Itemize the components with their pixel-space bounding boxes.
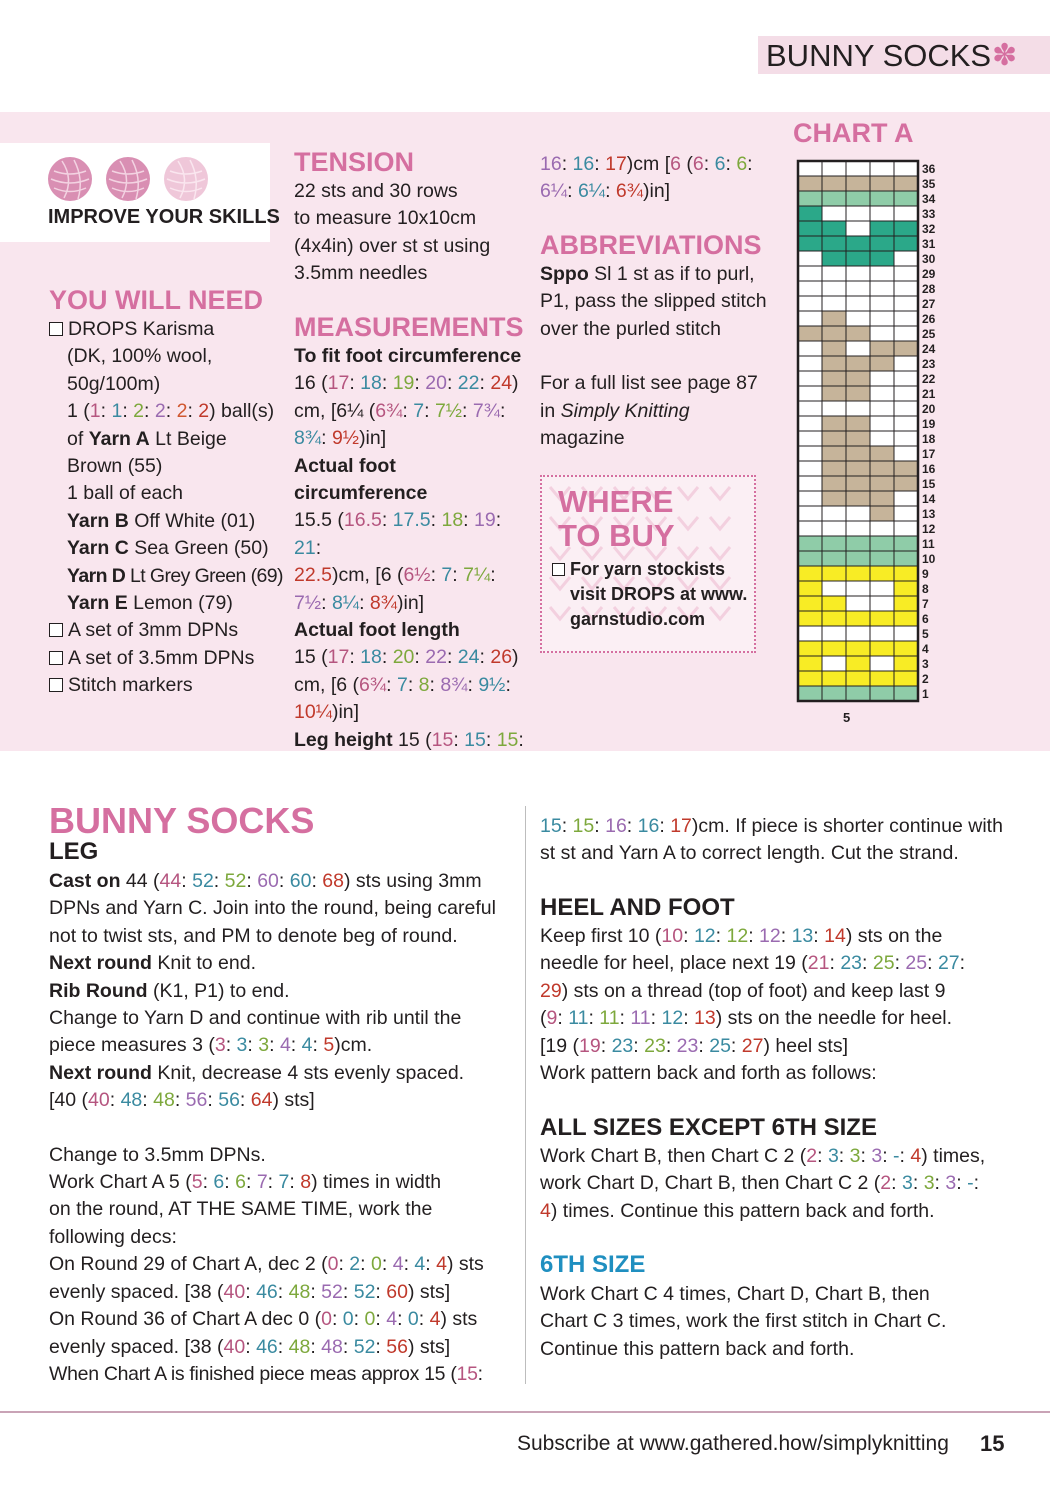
chart-repeat-label: 5: [843, 710, 851, 725]
chart-cell: [846, 266, 870, 281]
skills-label: IMPROVE YOUR SKILLS: [48, 206, 280, 228]
chart-cell: [846, 431, 870, 446]
row-number: 14: [922, 492, 936, 506]
chart-cell: [798, 371, 822, 386]
yarn-ball-icon: [164, 157, 208, 201]
yarn-ball-icon: [48, 157, 92, 201]
tension-text: 22 sts and 30 rows to measure 10x10cm (4x4in) over st st using 3.5mm needles: [294, 180, 491, 285]
chart-cell: [798, 566, 822, 581]
chart-cell: [798, 611, 822, 626]
chart-cell: [846, 236, 870, 251]
chart-cell: [846, 581, 870, 596]
chart-cell: [846, 311, 870, 326]
row-number: 28: [922, 282, 936, 296]
chart-cell: [798, 581, 822, 596]
chart-cell: [870, 596, 894, 611]
row-number: 17: [922, 447, 936, 461]
chart-cell: [870, 326, 894, 341]
chart-cell: [870, 281, 894, 296]
chart-cell: [798, 671, 822, 686]
chart-cell: [894, 401, 918, 416]
chart-cell: [798, 446, 822, 461]
page-title: BUNNY SOCKS: [766, 38, 992, 73]
chart-cell: [822, 326, 846, 341]
sixth-size-heading: 6TH SIZE: [540, 1251, 646, 1278]
chart-cell: [846, 206, 870, 221]
chart-cell: [798, 506, 822, 521]
chart-cell: [870, 551, 894, 566]
row-number: 33: [922, 207, 936, 221]
chart-cell: [846, 671, 870, 686]
chart-cell: [870, 251, 894, 266]
leg-instructions-cont: 15: 15: 16: 16: 17)cm. If piece is shorter continue with st st and Yarn A to correct length. Cut the strand.: [540, 815, 1003, 865]
chart-cell: [894, 416, 918, 431]
all-sizes-heading: ALL SIZES EXCEPT 6TH SIZE: [540, 1114, 877, 1141]
checkbox-icon: [49, 623, 63, 637]
chart-cell: [822, 191, 846, 206]
column-divider: [525, 806, 526, 1384]
flower-icon: ✽: [992, 39, 1018, 72]
chart-cell: [870, 581, 894, 596]
chart-cell: [870, 671, 894, 686]
chart-cell: [870, 566, 894, 581]
chart-cell: [894, 656, 918, 671]
chart-cell: [798, 341, 822, 356]
row-number: 12: [922, 522, 936, 536]
chart-cell: [798, 281, 822, 296]
chart-cell: [822, 656, 846, 671]
row-number: 31: [922, 237, 936, 251]
chart-cell: [822, 566, 846, 581]
chart-cell: [894, 221, 918, 236]
chart-cell: [894, 236, 918, 251]
chart-cell: [822, 521, 846, 536]
chart-cell: [822, 671, 846, 686]
chart-cell: [846, 536, 870, 551]
chart-cell: [894, 581, 918, 596]
chart-cell: [798, 161, 822, 176]
checkbox-icon: [49, 678, 63, 692]
chart-cell: [798, 461, 822, 476]
chart-cell: [870, 476, 894, 491]
row-number: 3: [922, 657, 929, 671]
chart-cell: [798, 206, 822, 221]
chart-cell: [822, 206, 846, 221]
chart-cell: [846, 386, 870, 401]
chart-cell: [870, 506, 894, 521]
chart-cell: [870, 266, 894, 281]
row-number: 29: [922, 267, 936, 281]
chart-cell: [894, 611, 918, 626]
chart-cell: [822, 401, 846, 416]
chart-cell: [846, 251, 870, 266]
row-number: 16: [922, 462, 936, 476]
chart-cell: [894, 641, 918, 656]
chart-cell: [822, 626, 846, 641]
row-number: 20: [922, 402, 936, 416]
chart-cell: [798, 596, 822, 611]
chart-cell: [798, 416, 822, 431]
chart-cell: [822, 386, 846, 401]
you-will-need-heading: YOU WILL NEED: [49, 285, 264, 315]
chart-cell: [870, 206, 894, 221]
chart-cell: [894, 626, 918, 641]
chart-cell: [822, 461, 846, 476]
chart-cell: [894, 461, 918, 476]
chart-title: CHART A: [793, 118, 914, 148]
chart-cell: [846, 356, 870, 371]
chart-cell: [822, 686, 846, 701]
chart-cell: [846, 506, 870, 521]
chart-cell: [870, 386, 894, 401]
row-number: 18: [922, 432, 936, 446]
chart-cell: [846, 596, 870, 611]
chart-cell: [870, 491, 894, 506]
pattern-title: BUNNY SOCKS: [49, 800, 315, 841]
row-number: 6: [922, 612, 929, 626]
row-number: 36: [922, 162, 936, 176]
chart-cell: [822, 476, 846, 491]
chart-cell: [798, 536, 822, 551]
chart-cell: [846, 341, 870, 356]
chart-cell: [894, 521, 918, 536]
measurements-text: To fit foot circumference 16 (17: 18: 19: 20: 22: 24) cm, [6¼ (6¾: 7: 7½: 7¾: 8¾: 9½)in] Actual foot circumference 15.5 (16.5: 17.5: 18: 19: 21: 22.5)cm, [6 (6½: 7: 7¼: 7½: 8¼: 8¾)in] Actual foot length 15 (17: 18: 20: 22: 24: 26) cm, [6 (6¾: 7: 8: 8¾: 9½: 10¼)in] Leg height 15 (15: 15: 15:: [294, 345, 524, 751]
chart-cell: [870, 371, 894, 386]
chart-cell: [822, 176, 846, 191]
chart-cell: [846, 461, 870, 476]
row-number: 9: [922, 567, 929, 581]
abbreviations-heading: ABBREVIATIONS: [540, 230, 762, 260]
leg-heading: LEG: [49, 838, 99, 865]
chart-cell: [822, 371, 846, 386]
chart-cell: [894, 491, 918, 506]
chart-cell: [822, 296, 846, 311]
chart-cell: [846, 626, 870, 641]
row-number: 2: [922, 672, 929, 686]
chart-cell: [846, 566, 870, 581]
chart-cell: [870, 311, 894, 326]
chart-cell: [894, 176, 918, 191]
chart-cell: [798, 491, 822, 506]
chart-cell: [870, 641, 894, 656]
tension-heading: TENSION: [294, 147, 415, 177]
chart-cell: [894, 371, 918, 386]
chart-cell: [870, 611, 894, 626]
row-number: 27: [922, 297, 936, 311]
chart-cell: [846, 221, 870, 236]
chart-cell: [822, 281, 846, 296]
chart-cell: [846, 191, 870, 206]
row-number: 22: [922, 372, 936, 386]
abbreviations-text: Sppo Sl 1 st as if to purl, P1, pass the slipped stitch over the purled stitch For a full list see page 87 in Simply Knitting magazine: [540, 263, 767, 450]
row-number: 32: [922, 222, 936, 236]
chart-cell: [846, 161, 870, 176]
chart-cell: [822, 161, 846, 176]
chart-cell: [894, 536, 918, 551]
chart-cell: [894, 296, 918, 311]
chart-cell: [870, 686, 894, 701]
row-number: 24: [922, 342, 936, 356]
checkbox-icon: [49, 651, 63, 665]
chart-cell: [894, 551, 918, 566]
chart-cell: [798, 251, 822, 266]
chart-cell: [870, 191, 894, 206]
row-number: 11: [922, 537, 935, 551]
chart-cell: [798, 641, 822, 656]
yarn-ball-icon: [106, 157, 150, 201]
chart-cell: [822, 596, 846, 611]
chart-cell: [798, 686, 822, 701]
chart-cell: [822, 551, 846, 566]
row-number: 19: [922, 417, 936, 431]
chart-cell: [894, 506, 918, 521]
chart-cell: [894, 476, 918, 491]
chart-cell: [846, 401, 870, 416]
chart-cell: [822, 431, 846, 446]
chart-cell: [894, 431, 918, 446]
chart-cell: [846, 476, 870, 491]
chart-cell: [870, 536, 894, 551]
chart-cell: [822, 266, 846, 281]
chart-cell: [870, 656, 894, 671]
chart-cell: [798, 386, 822, 401]
you-will-need-list: DROPS Karisma (DK, 100% wool, 50g/100m) 1 (1: 1: 2: 2: 2: 2) ball(s) of Yarn A Lt Beige Brown (55) 1 ball of each Yarn B Off White (01) Yarn C Sea Green (50) Yarn D Lt Grey Green (69) Yarn E Lemon (79) A set of 3mm DPNs A set of 3.5mm DPNs Stitch markers: [49, 316, 289, 700]
chart-cell: [846, 281, 870, 296]
chart-cell: [822, 416, 846, 431]
row-number: 15: [922, 477, 936, 491]
chart-cell: [870, 176, 894, 191]
chart-cell: [846, 446, 870, 461]
chart-cell: [798, 191, 822, 206]
chart-cell: [894, 161, 918, 176]
footer-divider: [0, 1411, 1050, 1413]
chart-cell: [822, 536, 846, 551]
chart-cell: [822, 341, 846, 356]
chart-cell: [894, 686, 918, 701]
chart-cell: [894, 206, 918, 221]
checkbox-icon: [49, 322, 63, 336]
chart-cell: [870, 401, 894, 416]
row-number: 34: [922, 192, 936, 206]
chart-cell: [798, 626, 822, 641]
row-number: 1: [922, 687, 929, 701]
chart-cell: [798, 236, 822, 251]
row-number: 23: [922, 357, 936, 371]
chart-cell: [894, 596, 918, 611]
chart-a-grid: [790, 155, 950, 730]
chart-cell: [894, 341, 918, 356]
subscribe-link[interactable]: Subscribe at www.gathered.how/simplyknitting: [517, 1432, 949, 1455]
chart-cell: [894, 311, 918, 326]
chart-cell: [846, 491, 870, 506]
chart-cell: [822, 506, 846, 521]
chart-cell: [846, 641, 870, 656]
chart-cell: [894, 281, 918, 296]
chart-cell: [822, 446, 846, 461]
chart-cell: [870, 521, 894, 536]
checkbox-icon: [552, 563, 565, 576]
chart-cell: [822, 251, 846, 266]
chart-cell: [822, 311, 846, 326]
chart-cell: [798, 296, 822, 311]
chart-cell: [798, 521, 822, 536]
chart-cell: [798, 326, 822, 341]
chart-cell: [822, 221, 846, 236]
chart-cell: [846, 656, 870, 671]
chart-cell: [846, 611, 870, 626]
measurements-heading: MEASUREMENTS: [294, 312, 524, 342]
all-sizes-instructions: Work Chart B, then Chart C 2 (2: 3: 3: 3: -: 4) times, work Chart D, Chart B, then Chart C 2 (2: 3: 3: 3: -: 4) times. Continue this pattern back and forth.: [540, 1145, 986, 1222]
row-number: 5: [922, 627, 929, 641]
chart-cell: [894, 566, 918, 581]
chart-cell: [846, 551, 870, 566]
chart-cell: [870, 236, 894, 251]
chart-cell: [798, 401, 822, 416]
row-number: 13: [922, 507, 936, 521]
chart-cell: [798, 311, 822, 326]
chart-cell: [846, 326, 870, 341]
chart-cell: [870, 356, 894, 371]
chart-cell: [798, 356, 822, 371]
chart-cell: [894, 266, 918, 281]
chart-cell: [894, 356, 918, 371]
chart-cell: [894, 191, 918, 206]
chart-cell: [870, 446, 894, 461]
where-to-buy-text: For yarn stockists visit DROPS at www. garnstudio.com: [552, 557, 747, 632]
chart-cell: [846, 371, 870, 386]
heel-instructions: Keep first 10 (10: 12: 12: 12: 13: 14) sts on the needle for heel, place next 19 (21: 23: 25: 25: 27: 29) sts on a thread (top of foot) and keep last 9 (9: 11: 11: 11: 12: 13) sts on the needle for heel. [19 (19: 23: 23: 23: 25: 27) heel sts] Work pattern back and forth as follows:: [540, 925, 966, 1085]
chart-cell: [822, 641, 846, 656]
chart-cell: [822, 581, 846, 596]
chart-cell: [822, 491, 846, 506]
chart-cell: [846, 296, 870, 311]
chart-cell: [870, 626, 894, 641]
row-number: 10: [922, 552, 936, 566]
row-number: 8: [922, 582, 929, 596]
chart-cell: [822, 236, 846, 251]
chart-cell: [894, 671, 918, 686]
chart-cell: [870, 221, 894, 236]
chart-cell: [870, 416, 894, 431]
sixth-size-instructions: Work Chart C 4 times, Chart D, Chart B, then Chart C 3 times, work the first stitch in Chart C. Continue this pattern back and forth.: [540, 1283, 947, 1360]
chart-cell: [798, 656, 822, 671]
chart-cell: [870, 296, 894, 311]
row-number: 26: [922, 312, 936, 326]
chart-cell: [846, 521, 870, 536]
row-number: 4: [922, 642, 929, 656]
chart-cell: [798, 176, 822, 191]
row-number: 25: [922, 327, 936, 341]
chart-cell: [798, 266, 822, 281]
chart-cell: [798, 431, 822, 446]
chart-cell: [870, 461, 894, 476]
chart-cell: [822, 611, 846, 626]
heel-heading: HEEL AND FOOT: [540, 894, 735, 921]
chart-cell: [846, 176, 870, 191]
chart-cell: [870, 161, 894, 176]
chart-cell: [894, 386, 918, 401]
leg-instructions: Cast on 44 (44: 52: 52: 60: 60: 68) sts using 3mm DPNs and Yarn C. Join into the round, being careful not to twist sts, and PM to denote beg of round. Next round Knit to end. Rib Round (K1, P1) to end. Change to Yarn D and continue with rib until the piece measures 3 (3: 3: 3: 4: 4: 5)cm. Next round Knit, decrease 4 sts evenly spaced. [40 (40: 48: 48: 56: 56: 64) sts] Change to 3.5mm DPNs. Work Chart A 5 (5: 6: 6: 7: 7: 8) times in width on the round, AT THE SAME TIME, work the following decs: On Round 29 of Chart A, dec 2 (0: 2: 0: 4: 4: 4) sts evenly spaced. [38 (40: 46: 48: 52: 52: 60) sts] On Round 36 of Chart A dec 0 (0: 0: 0: 4: 0: 4) sts evenly spaced. [38 (40: 46: 48: 48: 52: 56) sts] When Chart A is finished piece meas approx 15 (15:: [49, 870, 496, 1385]
chart-cell: [870, 341, 894, 356]
where-to-buy-heading: WHERE TO BUY: [558, 484, 675, 553]
leg-height-cont: 16: 16: 17)cm [6 (6: 6: 6: 6¼: 6¼: 6¾)in]: [540, 153, 753, 203]
page-number: 15: [980, 1431, 1005, 1456]
chart-cell: [798, 221, 822, 236]
chart-cell: [846, 686, 870, 701]
chart-cell: [822, 356, 846, 371]
row-number: 30: [922, 252, 936, 266]
chart-cell: [894, 326, 918, 341]
chart-cell: [798, 551, 822, 566]
row-number: 21: [922, 387, 936, 401]
chart-cell: [846, 416, 870, 431]
chart-cell: [798, 476, 822, 491]
row-number: 7: [922, 597, 929, 611]
chart-cell: [870, 431, 894, 446]
chart-cell: [894, 251, 918, 266]
row-number: 35: [922, 177, 936, 191]
chart-cell: [894, 446, 918, 461]
